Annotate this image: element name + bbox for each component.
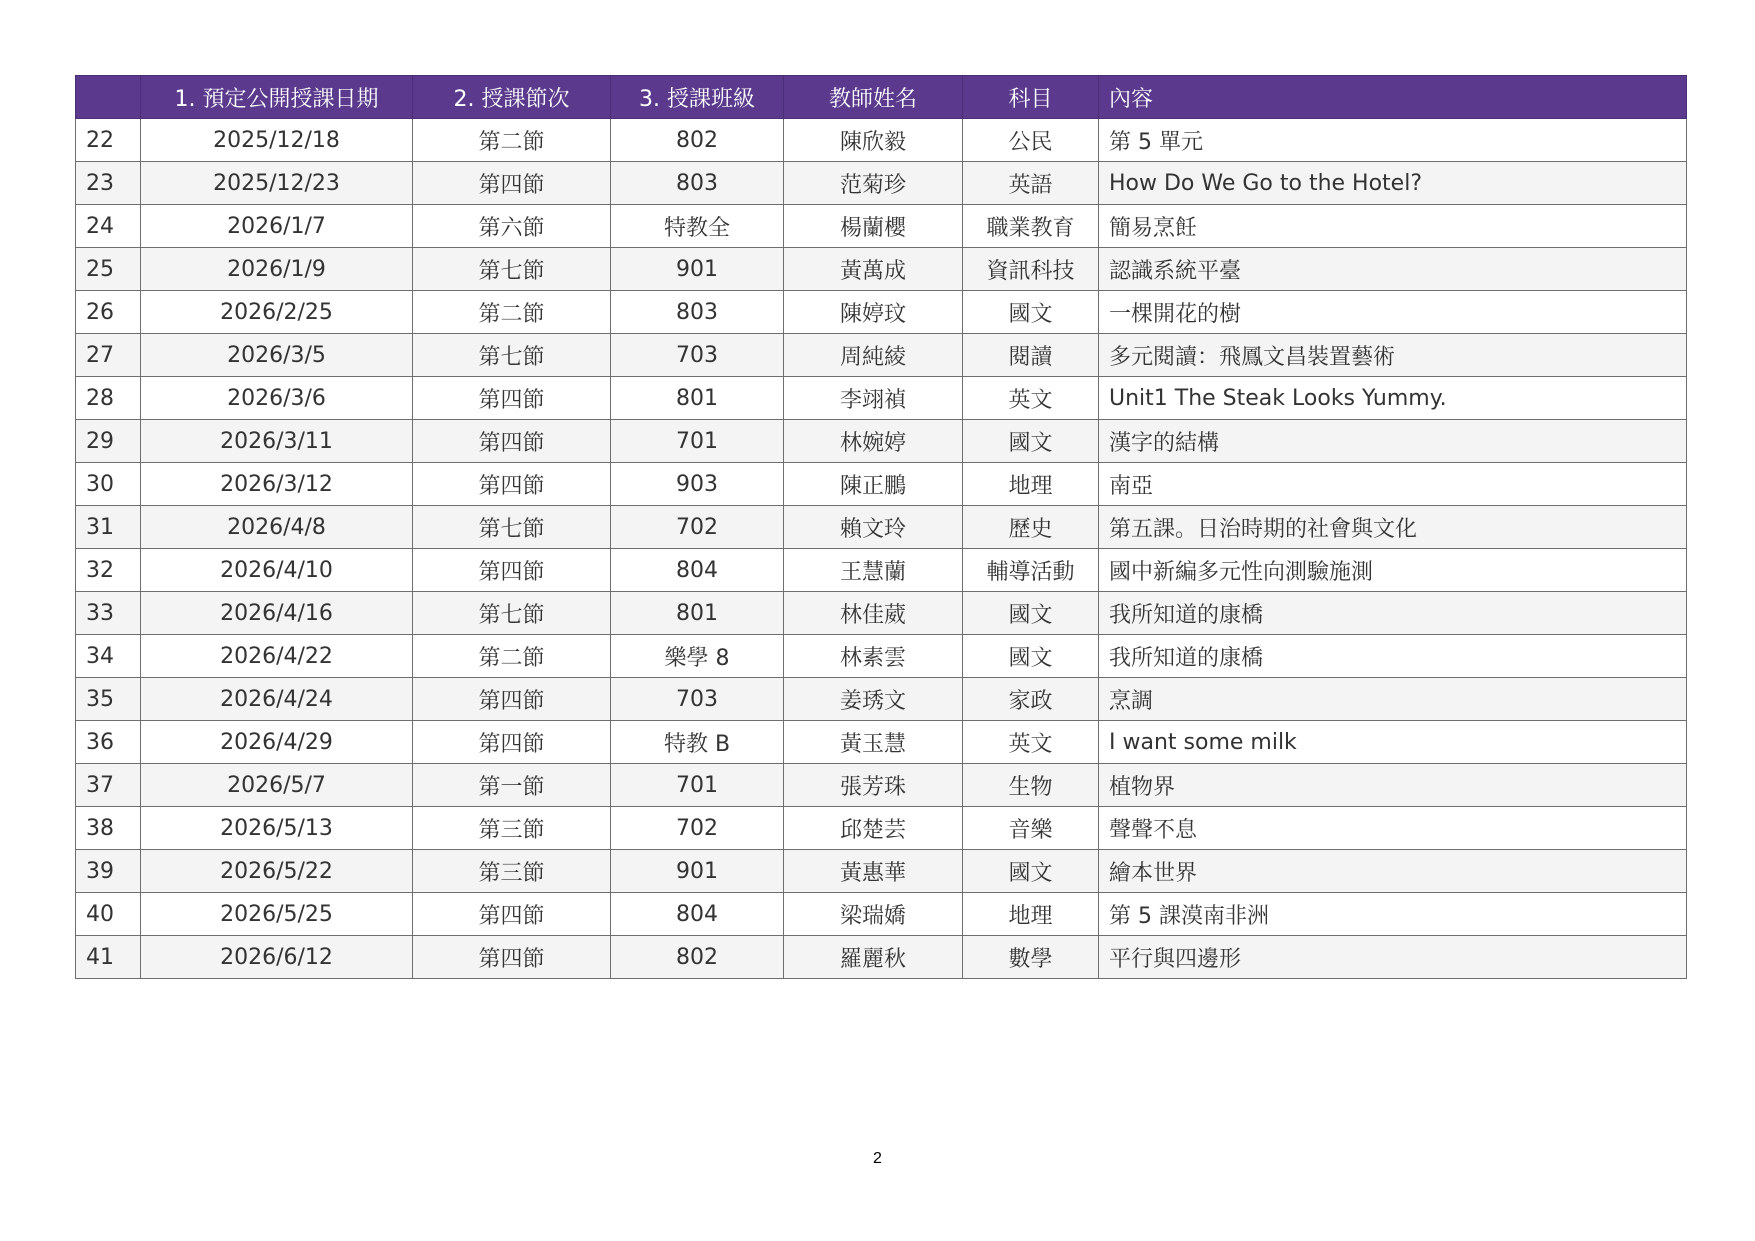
cell-teacher: 邱楚芸 [784, 807, 963, 850]
cell-teacher: 姜琇文 [784, 678, 963, 721]
cell-class: 703 [611, 334, 784, 377]
cell-subject: 職業教育 [963, 205, 1099, 248]
cell-subject: 地理 [963, 893, 1099, 936]
cell-index: 37 [76, 764, 141, 807]
cell-date: 2026/5/25 [141, 893, 413, 936]
table-row [76, 635, 1687, 678]
header-index [76, 76, 141, 119]
cell-teacher: 賴文玲 [784, 506, 963, 549]
cell-index: 39 [76, 850, 141, 893]
cell-teacher: 楊蘭櫻 [784, 205, 963, 248]
cell-period: 第七節 [413, 334, 611, 377]
cell-period: 第七節 [413, 506, 611, 549]
cell-subject: 輔導活動 [963, 549, 1099, 592]
cell-period: 第四節 [413, 721, 611, 764]
cell-period: 第二節 [413, 291, 611, 334]
table-row [76, 334, 1687, 377]
cell-index: 27 [76, 334, 141, 377]
cell-period: 第二節 [413, 119, 611, 162]
cell-class: 903 [611, 463, 784, 506]
cell-content: 聲聲不息 [1099, 807, 1687, 850]
cell-date: 2026/4/29 [141, 721, 413, 764]
header-teacher: 教師姓名 [784, 76, 963, 119]
table-row [76, 764, 1687, 807]
cell-index: 22 [76, 119, 141, 162]
cell-subject: 英語 [963, 162, 1099, 205]
cell-date: 2026/4/16 [141, 592, 413, 635]
cell-period: 第三節 [413, 807, 611, 850]
cell-class: 802 [611, 119, 784, 162]
table-row [76, 119, 1687, 162]
cell-date: 2026/5/7 [141, 764, 413, 807]
cell-content: 第 5 課漠南非洲 [1099, 893, 1687, 936]
table-row [76, 936, 1687, 979]
table-row [76, 291, 1687, 334]
cell-period: 第四節 [413, 162, 611, 205]
table-body [76, 119, 1687, 979]
header-period: 2. 授課節次 [413, 76, 611, 119]
cell-period: 第四節 [413, 420, 611, 463]
table-header [76, 76, 1687, 119]
cell-teacher: 黃玉慧 [784, 721, 963, 764]
cell-subject: 音樂 [963, 807, 1099, 850]
cell-content: 簡易烹飪 [1099, 205, 1687, 248]
cell-date: 2026/5/22 [141, 850, 413, 893]
cell-date: 2026/5/13 [141, 807, 413, 850]
cell-index: 32 [76, 549, 141, 592]
cell-class: 特教全 [611, 205, 784, 248]
cell-date: 2025/12/18 [141, 119, 413, 162]
cell-class: 804 [611, 893, 784, 936]
cell-index: 26 [76, 291, 141, 334]
page-number: 2 [873, 1150, 882, 1167]
cell-subject: 國文 [963, 592, 1099, 635]
cell-index: 29 [76, 420, 141, 463]
cell-content: 第 5 單元 [1099, 119, 1687, 162]
cell-subject: 公民 [963, 119, 1099, 162]
cell-content: 繪本世界 [1099, 850, 1687, 893]
cell-teacher: 林素雲 [784, 635, 963, 678]
cell-content: 漢字的結構 [1099, 420, 1687, 463]
cell-class: 901 [611, 850, 784, 893]
cell-index: 23 [76, 162, 141, 205]
cell-index: 33 [76, 592, 141, 635]
cell-content: 認識系統平臺 [1099, 248, 1687, 291]
cell-content: 第五課。日治時期的社會與文化 [1099, 506, 1687, 549]
cell-index: 40 [76, 893, 141, 936]
open-lesson-schedule-table [75, 75, 1687, 979]
cell-subject: 閱讀 [963, 334, 1099, 377]
cell-content: 國中新編多元性向測驗施測 [1099, 549, 1687, 592]
cell-subject: 國文 [963, 291, 1099, 334]
cell-teacher: 陳婷玟 [784, 291, 963, 334]
cell-class: 702 [611, 807, 784, 850]
table-row [76, 420, 1687, 463]
cell-subject: 英文 [963, 377, 1099, 420]
cell-content: 植物界 [1099, 764, 1687, 807]
cell-content: 我所知道的康橋 [1099, 635, 1687, 678]
cell-class: 701 [611, 420, 784, 463]
table-row [76, 807, 1687, 850]
cell-content: 平行與四邊形 [1099, 936, 1687, 979]
cell-index: 36 [76, 721, 141, 764]
cell-period: 第三節 [413, 850, 611, 893]
cell-index: 38 [76, 807, 141, 850]
table-row [76, 205, 1687, 248]
cell-class: 801 [611, 592, 784, 635]
cell-date: 2026/3/11 [141, 420, 413, 463]
cell-date: 2026/4/8 [141, 506, 413, 549]
cell-teacher: 梁瑞嬌 [784, 893, 963, 936]
table-row [76, 549, 1687, 592]
table-row [76, 463, 1687, 506]
cell-teacher: 范菊珍 [784, 162, 963, 205]
cell-date: 2026/1/7 [141, 205, 413, 248]
cell-content: How Do We Go to the Hotel? [1099, 162, 1687, 205]
table-row [76, 248, 1687, 291]
cell-class: 701 [611, 764, 784, 807]
cell-index: 30 [76, 463, 141, 506]
cell-period: 第四節 [413, 377, 611, 420]
cell-subject: 數學 [963, 936, 1099, 979]
cell-period: 第七節 [413, 248, 611, 291]
cell-period: 第四節 [413, 936, 611, 979]
cell-date: 2026/3/12 [141, 463, 413, 506]
cell-teacher: 陳正鵬 [784, 463, 963, 506]
cell-date: 2026/3/6 [141, 377, 413, 420]
cell-index: 41 [76, 936, 141, 979]
cell-date: 2025/12/23 [141, 162, 413, 205]
cell-class: 801 [611, 377, 784, 420]
cell-subject: 國文 [963, 850, 1099, 893]
table-row [76, 506, 1687, 549]
cell-subject: 地理 [963, 463, 1099, 506]
cell-class: 803 [611, 291, 784, 334]
cell-class: 803 [611, 162, 784, 205]
cell-teacher: 黃惠華 [784, 850, 963, 893]
cell-content: 烹調 [1099, 678, 1687, 721]
cell-period: 第二節 [413, 635, 611, 678]
cell-class: 802 [611, 936, 784, 979]
table-row [76, 850, 1687, 893]
cell-date: 2026/1/9 [141, 248, 413, 291]
cell-teacher: 張芳珠 [784, 764, 963, 807]
cell-teacher: 陳欣毅 [784, 119, 963, 162]
cell-period: 第一節 [413, 764, 611, 807]
cell-class: 特教 B [611, 721, 784, 764]
header-class: 3. 授課班級 [611, 76, 784, 119]
cell-date: 2026/3/5 [141, 334, 413, 377]
cell-date: 2026/6/12 [141, 936, 413, 979]
cell-subject: 歷史 [963, 506, 1099, 549]
cell-date: 2026/4/24 [141, 678, 413, 721]
cell-subject: 國文 [963, 635, 1099, 678]
cell-content: 南亞 [1099, 463, 1687, 506]
cell-teacher: 林婉婷 [784, 420, 963, 463]
header-subject: 科目 [963, 76, 1099, 119]
cell-content: I want some milk [1099, 721, 1687, 764]
cell-period: 第四節 [413, 463, 611, 506]
table-row [76, 162, 1687, 205]
cell-teacher: 黃萬成 [784, 248, 963, 291]
cell-class: 702 [611, 506, 784, 549]
cell-date: 2026/2/25 [141, 291, 413, 334]
cell-subject: 生物 [963, 764, 1099, 807]
cell-class: 804 [611, 549, 784, 592]
table-row [76, 592, 1687, 635]
cell-teacher: 王慧蘭 [784, 549, 963, 592]
cell-class: 901 [611, 248, 784, 291]
header-row [76, 76, 1687, 119]
cell-index: 24 [76, 205, 141, 248]
cell-subject: 家政 [963, 678, 1099, 721]
cell-date: 2026/4/10 [141, 549, 413, 592]
cell-subject: 國文 [963, 420, 1099, 463]
header-date: 1. 預定公開授課日期 [141, 76, 413, 119]
cell-content: 一棵開花的樹 [1099, 291, 1687, 334]
cell-index: 35 [76, 678, 141, 721]
table-row [76, 678, 1687, 721]
cell-period: 第四節 [413, 678, 611, 721]
cell-content: 我所知道的康橋 [1099, 592, 1687, 635]
cell-teacher: 林佳葳 [784, 592, 963, 635]
cell-date: 2026/4/22 [141, 635, 413, 678]
table-row [76, 721, 1687, 764]
cell-index: 31 [76, 506, 141, 549]
table-row [76, 377, 1687, 420]
cell-index: 34 [76, 635, 141, 678]
cell-teacher: 羅麗秋 [784, 936, 963, 979]
cell-subject: 英文 [963, 721, 1099, 764]
cell-period: 第六節 [413, 205, 611, 248]
table-row [76, 893, 1687, 936]
cell-index: 28 [76, 377, 141, 420]
cell-teacher: 周純綾 [784, 334, 963, 377]
cell-period: 第四節 [413, 893, 611, 936]
cell-class: 樂學 8 [611, 635, 784, 678]
cell-index: 25 [76, 248, 141, 291]
cell-content: Unit1 The Steak Looks Yummy. [1099, 377, 1687, 420]
header-content: 內容 [1099, 76, 1687, 119]
cell-class: 703 [611, 678, 784, 721]
cell-period: 第七節 [413, 592, 611, 635]
cell-content: 多元閱讀：飛鳳文昌裝置藝術 [1099, 334, 1687, 377]
cell-subject: 資訊科技 [963, 248, 1099, 291]
cell-period: 第四節 [413, 549, 611, 592]
cell-teacher: 李翊禎 [784, 377, 963, 420]
